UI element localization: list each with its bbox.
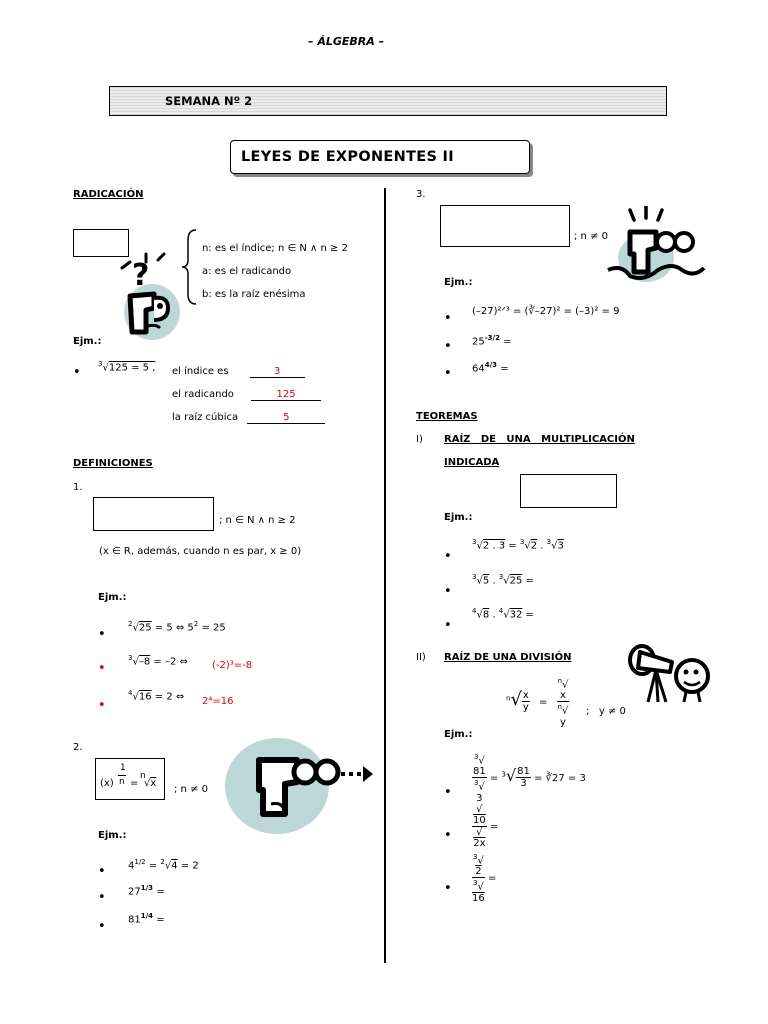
- def3-example-1: (–27)²ᐟ³ = (∛–27)² = (–3)² = 9: [472, 306, 620, 317]
- ejm-label-1: Ejm.:: [73, 336, 102, 347]
- def3-example-3: $64^{4/3}$ =: [472, 361, 509, 375]
- title-text: LEYES DE EXPONENTES II: [241, 149, 454, 165]
- bullet: •: [444, 311, 452, 326]
- def2-base: (x): [100, 778, 114, 789]
- t2-example-3: $^3$√ 2 $^3$√ 16 =: [472, 853, 497, 904]
- telescope-cartoon-icon: [626, 642, 714, 704]
- ejm-label-3: Ejm.:: [98, 830, 127, 841]
- week-label: SEMANA Nº 2: [165, 94, 253, 108]
- bullet: •: [73, 365, 81, 380]
- ex-row-value: 125: [251, 389, 321, 401]
- t1-title-line2: INDICADA: [444, 457, 500, 468]
- radical-index: 3: [98, 360, 103, 368]
- def1-example-3: $^4$√16 = 2 ⇔: [128, 689, 185, 703]
- bullet: •: [98, 627, 106, 642]
- def1-formula-box: [93, 497, 214, 531]
- def1-note: (x ∈ R, además, cuando n es par, x ≥ 0): [99, 546, 302, 557]
- def2-condition: ; n ≠ 0: [174, 784, 208, 795]
- legend-brace: [180, 228, 200, 306]
- ex-row-value: 5: [247, 412, 325, 424]
- def2-fraction-bar: [118, 775, 126, 776]
- ejm-label-5: Ejm.:: [444, 512, 473, 523]
- def2-number: 2.: [73, 742, 83, 753]
- t1-title-line1: RAÍZ DE UNA MULTIPLICACIÓN: [444, 434, 635, 445]
- def3-condition: ; n ≠ 0: [574, 231, 608, 242]
- def1-example-2: $^3$√–8 = –2 ⇔: [128, 654, 188, 668]
- page-title: [230, 140, 530, 174]
- ex-row-root: [172, 412, 325, 424]
- bullet: •: [98, 864, 106, 879]
- def1-condition: ; n ∈ N ∧ n ≥ 2: [219, 515, 296, 526]
- bullet: •: [98, 661, 106, 676]
- def1-example-2-answer: (-2)³=-8: [212, 660, 253, 671]
- ejm-label-6: Ejm.:: [444, 729, 473, 740]
- def2-example-3: $81^{1/4}$ =: [128, 912, 165, 926]
- ex-row-index: [172, 366, 305, 378]
- page-header: – ÁLGEBRA –: [308, 35, 385, 48]
- bullet: •: [444, 339, 452, 354]
- legend-n: n: es el índice; n ∈ N ∧ n ≥ 2: [202, 243, 348, 254]
- def3-example-2: $25^{-3/2}$ =: [472, 334, 512, 348]
- bullet: •: [444, 785, 452, 800]
- bullet: •: [444, 549, 452, 564]
- surprised-cartoon-icon: [604, 206, 712, 284]
- def2-example-2: $27^{1/3}$ =: [128, 884, 165, 898]
- t2-example-1: $^3$√ 81 $^3$√ 3 = $^3$√ $\frac{81}{3}$ = ∛27 = 3: [473, 753, 586, 804]
- def1-example-1: $^2$√25 = 5 ⇔ $5^2 = 25$: [128, 620, 226, 634]
- t2-example-2: √ 10 √ 2x =: [473, 804, 499, 849]
- bullet: •: [98, 890, 106, 905]
- def2-exp-num: 1: [120, 763, 126, 773]
- ex-row-label: el índice es: [172, 366, 229, 377]
- t1-example-3: $^4$√8 . $^4$√32 =: [472, 607, 534, 621]
- t2-title: RAÍZ DE UNA DIVISIÓN: [444, 652, 572, 663]
- radical-example: [98, 360, 155, 373]
- def1-number: 1.: [73, 482, 83, 493]
- column-divider: [384, 188, 386, 963]
- t1-roman: I): [416, 434, 423, 445]
- thought-lines-icon: [118, 250, 168, 272]
- legend-b: b: es la raíz enésima: [202, 289, 306, 300]
- bullet: •: [98, 698, 106, 713]
- radical-sign: √: [102, 362, 109, 374]
- teoremas-heading: TEOREMAS: [416, 411, 478, 422]
- def2-exp-den: n: [119, 777, 125, 787]
- ex-row-label: el radicando: [172, 389, 234, 400]
- week-banner: [109, 86, 667, 116]
- def2-formula-box: (x) 1 n = n √x: [95, 758, 165, 800]
- radical-expression: 125 = 5 ,: [108, 362, 156, 374]
- binoculars-cartoon-icon: [225, 738, 375, 838]
- ejm-label-2: Ejm.:: [98, 592, 127, 603]
- t2-formula: $^n$√ $\frac{x}{y}$ = $^n$√ x $^n$√ y: [506, 677, 569, 728]
- ejm-label-4: Ejm.:: [444, 277, 473, 288]
- def2-example-1: $4^{1/2} = ^2√4 = 2$: [128, 858, 199, 872]
- def2-root-index: n: [140, 771, 146, 781]
- t2-roman: II): [416, 652, 426, 663]
- def1-example-3-answer: 2⁴=16: [202, 696, 234, 707]
- radicacion-heading: RADICACIÓN: [73, 189, 144, 200]
- bullet: •: [444, 881, 452, 896]
- bullet: •: [444, 584, 452, 599]
- legend-a: a: es el radicando: [202, 266, 292, 277]
- t1-formula-box: [520, 474, 617, 508]
- bullet: •: [444, 366, 452, 381]
- ex-row-label: la raíz cúbica: [172, 412, 239, 423]
- question-mark-icon: ?: [132, 258, 150, 293]
- bullet: •: [98, 919, 106, 934]
- def3-number: 3.: [416, 189, 426, 200]
- bullet: •: [444, 828, 452, 843]
- definiciones-heading: DEFINICIONES: [73, 458, 153, 469]
- ex-row-value: 3: [250, 366, 305, 378]
- def3-formula-box: [440, 205, 570, 247]
- bullet: •: [444, 618, 452, 633]
- t2-condition: ; y ≠ 0: [586, 706, 626, 717]
- t1-example-2: $^3$√5 . $^3$√25 =: [472, 573, 534, 587]
- t1-example-1: $^3$√2 . 3 = $^3$√2 . $^3$√3: [472, 538, 564, 552]
- ex-row-radicand: [172, 389, 321, 401]
